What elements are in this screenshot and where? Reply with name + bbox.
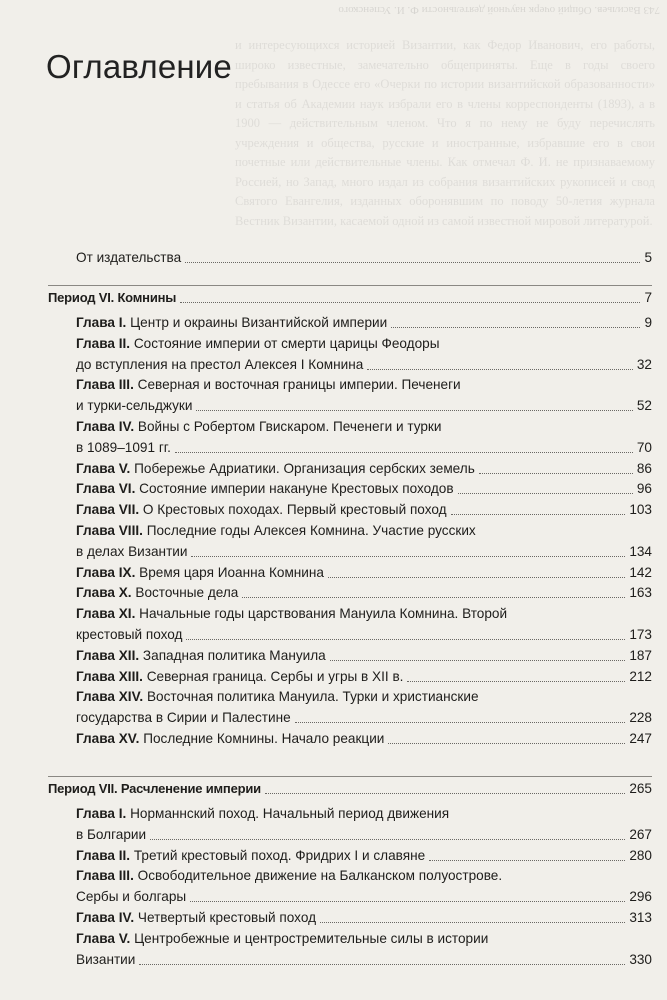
chapter-label: Глава XIII. — [76, 668, 143, 684]
page-number: 228 — [629, 710, 652, 726]
dot-leader — [320, 922, 625, 923]
period-row — [48, 779, 652, 799]
chapter-label: Глава VIII. — [76, 523, 143, 538]
chapter-label: Глава II. — [76, 847, 131, 863]
dot-leader — [242, 597, 625, 598]
chapter-label: Глава XIV. — [76, 689, 144, 705]
chapter-label: Глава VII. — [76, 502, 140, 518]
dot-leader — [479, 473, 633, 474]
entry-title: Освободительное движение на Балканском полуострове. — [137, 868, 503, 884]
dot-leader — [265, 793, 625, 794]
entry-first-line — [76, 604, 507, 624]
chapter-label: Глава I. — [76, 315, 127, 330]
entry-first-line — [76, 334, 440, 354]
dot-leader — [139, 964, 625, 965]
entry-text — [76, 846, 425, 866]
entry-title: Время царя Иоанна Комнина — [139, 564, 324, 580]
dot-leader — [458, 493, 633, 494]
toc-entry — [76, 542, 652, 562]
entry-title: Войны с Робертом Гвискаром. Печенеги и турки — [137, 419, 442, 434]
dot-leader — [367, 369, 633, 370]
entry-title: Третий крестовый поход. Фридрих I и славяне — [133, 847, 426, 863]
entry-text — [76, 583, 238, 603]
entry-title: Последние Комнины. Начало реакции — [143, 731, 385, 746]
chapter-label: Глава VI. — [76, 481, 136, 497]
period-row — [48, 288, 652, 308]
toc-entry — [76, 950, 652, 970]
toc-entry — [76, 479, 652, 499]
dot-leader — [191, 556, 625, 557]
entry-text — [76, 313, 387, 333]
dot-leader — [328, 577, 625, 578]
entry-title: Побережье Адриатики. Организация сербских земель — [134, 460, 475, 476]
entry-first-line — [76, 375, 461, 395]
period-title — [48, 779, 261, 799]
toc-entry — [76, 438, 652, 458]
toc-entry — [76, 646, 652, 666]
entry-title: Центр и окраины Византийской империи — [130, 315, 388, 330]
chapter-label: Глава II. — [76, 335, 131, 351]
page-number: 212 — [629, 668, 652, 684]
entry-first-line — [76, 866, 502, 886]
page-number: 70 — [636, 439, 652, 455]
entry-title: Период VI. Комнины — [48, 290, 177, 305]
toc-entry — [76, 563, 652, 583]
page-number: 9 — [644, 315, 652, 330]
chapter-label: Глава XII. — [76, 647, 140, 663]
chapter-label: Глава IX. — [76, 564, 136, 580]
toc-entry — [76, 500, 652, 520]
entry-title: Последние годы Алексея Комнина. Участие русских — [146, 523, 476, 538]
entry-title: Центробежные и центростремительные силы в истории — [134, 930, 489, 946]
page-number: 267 — [629, 826, 652, 842]
dot-leader — [180, 302, 640, 303]
entry-text — [76, 908, 316, 928]
chapter-label: Глава III. — [76, 377, 134, 393]
page-number: 7 — [644, 290, 652, 305]
page-number: 296 — [629, 889, 652, 905]
entry-title: Состояние империи накануне Крестовых походов — [139, 481, 454, 497]
period-title — [48, 288, 176, 308]
entry-text: Сербы и болгары — [76, 889, 187, 905]
entry-text: государства в Сирии и Палестине — [76, 710, 291, 726]
page-number: 142 — [629, 564, 652, 580]
entry-title: Период VII. Расчленение империи — [48, 781, 261, 796]
dot-leader — [330, 660, 626, 661]
toc-entry — [76, 355, 652, 375]
dot-leader — [429, 860, 625, 861]
entry-title: Восточные дела — [135, 585, 239, 601]
dot-leader — [407, 681, 625, 682]
entry-title: Норманнский поход. Начальный период движения — [130, 806, 450, 821]
toc-entry — [76, 396, 652, 416]
page-title: Оглавление — [46, 48, 232, 85]
page-number: 103 — [629, 502, 652, 518]
entry-text: и турки-сельджуки — [76, 398, 193, 414]
dot-leader — [190, 901, 625, 902]
toc-entry — [76, 708, 652, 728]
page-number: 265 — [629, 781, 652, 796]
dot-leader — [388, 743, 625, 744]
dot-leader — [185, 262, 640, 263]
entry-first-line — [76, 929, 488, 949]
toc-entry — [76, 459, 652, 479]
entry-title: Начальные годы царствования Мануила Комнина. Второй — [139, 606, 508, 622]
page-number: 163 — [629, 585, 652, 601]
entry-title: Западная политика Мануила — [142, 647, 326, 663]
toc-entry — [76, 825, 652, 845]
toc-entry — [76, 908, 652, 928]
bleed-through-text: и интересующихся историей Византии, как Федор Иванович, его работы, широко известные, замечательно общеприняты. Еще в годы своего пребывания в Одессе его «Очерки по истории византийской образованности» и статья об Академии наук избрали его в члены корреспонденты (1893), а в 1900 — действительным членом. Что я по нему не буду перечислять учреждения и общества, русские и иностранные, избравшие его в свои почетные или действительные члены. Как отмечал Ф. И. не признаваемому Россией, но Запад, много издал из собрания византийских рукописей и свод Святого Евангелия, изданных оборонявшим по поводу 50-летия журнала Вестник Византии, касаемой одной из самой известной мировой литературой. — [235, 38, 655, 228]
entry-text — [76, 563, 324, 583]
page-number: 173 — [629, 627, 652, 642]
divider-line — [48, 776, 652, 777]
entry-text: крестовый поход — [76, 627, 183, 642]
toc-entry — [76, 248, 652, 268]
chapter-label: Глава III. — [76, 868, 134, 884]
entry-text — [76, 500, 447, 520]
entry-text — [76, 729, 384, 749]
entry-title: Северная граница. Сербы и угры в XII в. — [146, 668, 404, 684]
entry-first-line — [76, 521, 476, 541]
dot-leader — [295, 722, 626, 723]
page-number: 280 — [629, 847, 652, 863]
chapter-label: Глава V. — [76, 930, 131, 946]
entry-text: в 1089–1091 гг. — [76, 439, 171, 455]
entry-text: в Болгарии — [76, 826, 147, 842]
entry-first-line — [76, 417, 441, 437]
page-number: 96 — [636, 481, 652, 497]
chapter-label: Глава IV. — [76, 910, 135, 925]
running-head: 743 Васильев. Общий очерк научной деятельности Ф. И. Успенского — [338, 4, 660, 16]
chapter-label: Глава V. — [76, 460, 131, 476]
dot-leader — [186, 639, 625, 640]
dot-leader — [175, 452, 633, 453]
chapter-label: Глава XV. — [76, 731, 140, 746]
entry-title: Восточная политика Мануила. Турки и христианские — [146, 689, 479, 705]
page-number: 32 — [636, 356, 652, 372]
entry-title: Северная и восточная границы империи. Печенеги — [137, 377, 461, 393]
toc-entry — [76, 625, 652, 645]
toc-entry — [76, 313, 652, 333]
toc-entry — [76, 887, 652, 907]
page-number: 134 — [629, 543, 652, 559]
page-number: 5 — [644, 250, 652, 265]
page-number: 313 — [629, 910, 652, 925]
entry-first-line — [76, 687, 479, 707]
entry-text: до вступления на престол Алексея I Комнина — [76, 356, 364, 372]
page-number: 247 — [629, 731, 652, 746]
entry-first-line — [76, 804, 449, 824]
chapter-label: Глава X. — [76, 585, 132, 601]
chapter-label: Глава XI. — [76, 606, 136, 622]
entry-text: в делах Византии — [76, 543, 188, 559]
chapter-label: Глава IV. — [76, 419, 135, 434]
toc-entry — [76, 729, 652, 749]
toc-entry — [76, 583, 652, 603]
entry-title: Состояние империи от смерти царицы Феодоры — [133, 335, 440, 351]
entry-text — [76, 646, 326, 666]
entry-title: Четвертый крестовый поход — [137, 910, 317, 925]
entry-title: О Крестовых походах. Первый крестовый поход — [142, 502, 447, 518]
toc-entry — [76, 846, 652, 866]
chapter-label: Глава I. — [76, 806, 127, 821]
page-number: 187 — [629, 647, 652, 663]
entry-text: Византии — [76, 951, 136, 967]
page-number: 330 — [629, 951, 652, 967]
dot-leader — [150, 839, 625, 840]
page-number: 52 — [636, 398, 652, 414]
page-number: 86 — [636, 460, 652, 476]
dot-leader — [391, 327, 640, 328]
entry-text — [76, 459, 475, 479]
toc-entry — [76, 667, 652, 687]
entry-text — [76, 667, 403, 687]
dot-leader — [196, 410, 632, 411]
entry-text — [76, 479, 454, 499]
dot-leader — [451, 514, 626, 515]
entry-text — [76, 248, 181, 268]
divider-line — [48, 285, 652, 286]
entry-title: От издательства — [76, 250, 182, 265]
